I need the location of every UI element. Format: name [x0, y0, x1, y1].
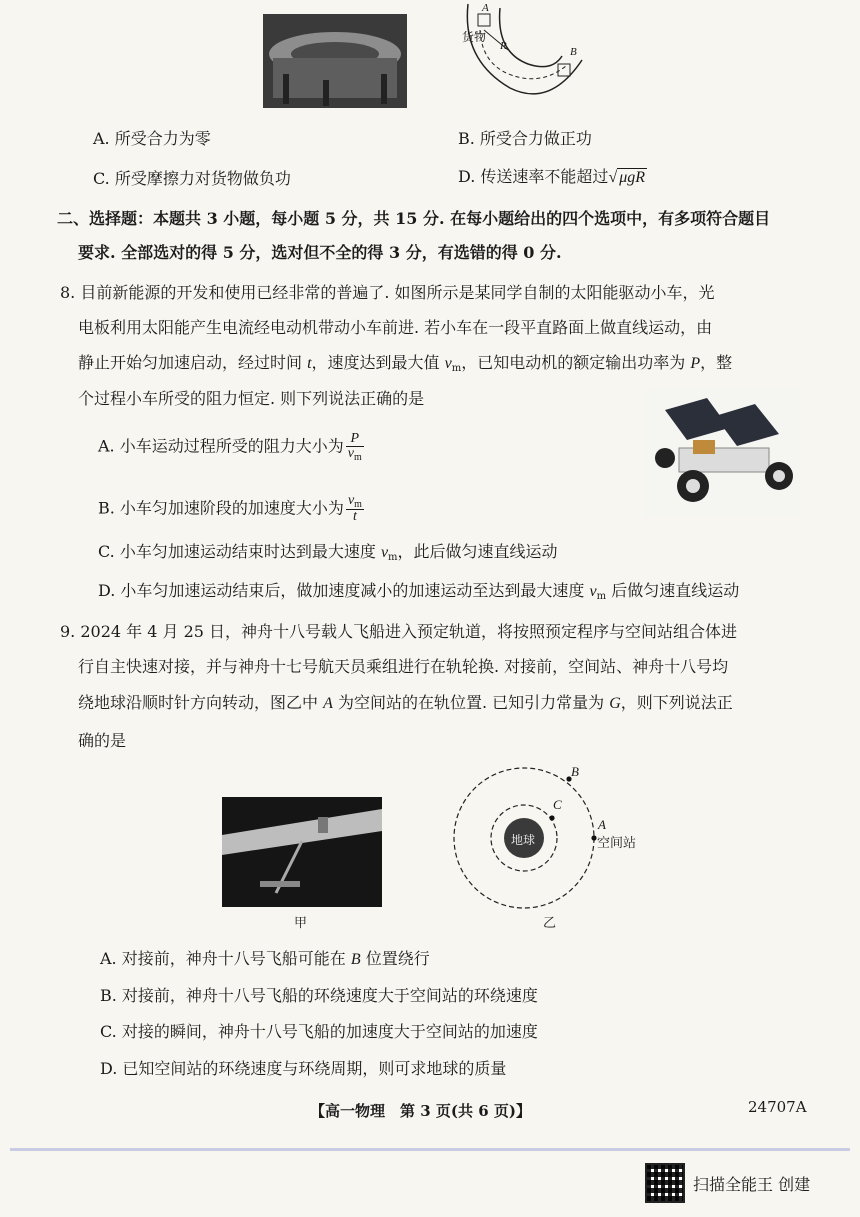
q8-l3-a: 静止开始匀加速启动，经过时间 [78, 353, 308, 372]
q8-opt-d-v: v [589, 583, 597, 600]
q9-l3-A: A [323, 695, 333, 712]
q9-line4: 确的是 [78, 731, 127, 750]
fig-yi-caption: 乙 [543, 916, 557, 931]
q8-option-c [98, 541, 558, 566]
footer-code: 24707A [748, 1098, 807, 1116]
q8-line2: 电板利用太阳能产生电流经电动机带动小车前进. 若小车在一段平直路面上做直线运动，由 [78, 318, 713, 337]
frac-num [346, 494, 364, 510]
q8-opt-c-v: v [380, 544, 389, 561]
q8-opt-d-b: 后做匀速直线运动 [606, 581, 740, 600]
qr-code-icon [645, 1163, 685, 1203]
q8-opt-c-b: ，此后做匀速直线运动 [397, 542, 558, 561]
q8-opt-c-a: C. 小车匀加速运动结束时达到最大速度 [98, 542, 381, 561]
label-B: B [570, 46, 577, 58]
q8-line1: 8. 目前新能源的开发和使用已经非常的普遍了. 如图所示是某同学自制的太阳能驱动小车，光 [60, 283, 715, 302]
footer-page-label: 【高一物理 第 3 页(共 6 页)】 [310, 1102, 531, 1120]
q8-opt-b-frac [346, 494, 364, 524]
frac-num-v: v [347, 493, 355, 508]
orbit-label-A: A [598, 817, 606, 832]
q9-option-c: C. 对接的瞬间，神舟十八号飞船的加速度大于空间站的加速度 [100, 1022, 538, 1041]
q8-l3-b: ，速度达到最大值 [311, 353, 445, 372]
frac-num-sub: m [354, 499, 362, 510]
q9-l3-b: 为空间站的在轨位置. 已知引力常量为 [332, 693, 610, 712]
q8-opt-c-m: m [388, 552, 398, 563]
fig-jia-caption: 甲 [294, 916, 308, 931]
q8-line3 [78, 352, 732, 377]
q8-line4: 个过程小车所受的阻力恒定. 则下列说法正确的是 [78, 389, 425, 408]
q9-opt-a-a: A. 对接前，神舟十八号飞船可能在 [100, 949, 351, 968]
q7-option-c: C. 所受摩擦力对货物做负功 [93, 169, 291, 188]
frac-den-v: v [347, 446, 354, 461]
q9-line2: 行自主快速对接，并与神舟十七号航天员乘组进行在轨轮换. 对接前，空间站、神舟十八号均 [78, 657, 729, 676]
label-cargo: 货物 [462, 30, 487, 44]
station-label: 空间站 [597, 836, 637, 851]
section2-line2: 要求. 全部选对的得 5 分，选对但不全的得 3 分，有选错的得 0 分. [78, 243, 562, 262]
q9-line1: 9. 2024 年 4 月 25 日，神舟十八号载人飞船进入预定轨道，将按照预定程序与空间站组合体进 [60, 622, 738, 641]
watermark-text: 扫描全能王 创建 [693, 1175, 811, 1194]
q9-line3 [78, 692, 733, 715]
q9-option-d: D. 已知空间站的环绕速度与环绕周期，则可求地球的质量 [100, 1059, 507, 1078]
orbit-label-C: C [553, 797, 562, 812]
space-station-photo [222, 797, 382, 907]
q7-option-b: B. 所受合力做正功 [458, 129, 592, 148]
orbit-label-B: B [571, 764, 579, 779]
label-R: R [500, 40, 507, 52]
frac-den-sub: m [353, 452, 362, 463]
q8-opt-a-frac [346, 432, 364, 462]
q9-option-b: B. 对接前，神舟十八号飞船的环绕速度大于空间站的环绕速度 [100, 986, 538, 1005]
earth-label: 地球 [511, 833, 536, 847]
q8-opt-d-m: m [596, 591, 607, 602]
q8-opt-b-prefix: B. 小车匀加速阶段的加速度大小为 [98, 498, 344, 518]
sqrt-radicand: μgR [619, 169, 646, 186]
q8-l3-t: t [307, 355, 312, 372]
q8-l3-P: P [690, 355, 701, 372]
q8-opt-d-a: D. 小车匀加速运动结束后，做加速度减小的加速运动至达到最大速度 [98, 581, 590, 600]
footer-divider [10, 1148, 850, 1151]
q9-l3-G: G [609, 695, 621, 712]
q8-option-a [98, 432, 364, 462]
label-A: A [482, 2, 489, 14]
frac-den: t [352, 509, 357, 524]
q8-option-b [98, 494, 364, 524]
conveyor-photo [263, 14, 407, 108]
q9-opt-a-b: 位置绕行 [360, 949, 430, 968]
q8-l3-c: ，已知电动机的额定输出功率为 [461, 353, 691, 372]
q9-opt-a-B: B [350, 951, 361, 968]
q8-l3-v: v [444, 355, 452, 372]
sqrt-mugR: √ μgR [608, 169, 646, 186]
q7-option-d-prefix: D. 传送速率不能超过 [458, 167, 609, 186]
q7-option-d [458, 166, 647, 189]
frac-num: P [346, 432, 364, 447]
q8-l3-m: m [451, 363, 462, 374]
q8-opt-a-prefix: A. 小车运动过程所受的阻力大小为 [98, 436, 344, 456]
q9-l3-a: 绕地球沿顺时针方向转动，图乙中 [78, 693, 324, 712]
q9-l3-c: ，则下列说法正 [620, 693, 733, 712]
q8-l3-d: ，整 [700, 353, 733, 372]
q7-option-a: A. 所受合力为零 [93, 129, 211, 148]
frac-den [346, 447, 364, 462]
q9-option-a [100, 948, 430, 971]
conveyor-diagram [450, 0, 590, 112]
solar-car-photo [645, 390, 800, 516]
q8-option-d [98, 580, 739, 605]
section2-line1: 二、选择题：本题共 3 小题，每小题 5 分，共 15 分. 在每小题给出的四个选项中，有多项符合题目 [57, 209, 771, 228]
